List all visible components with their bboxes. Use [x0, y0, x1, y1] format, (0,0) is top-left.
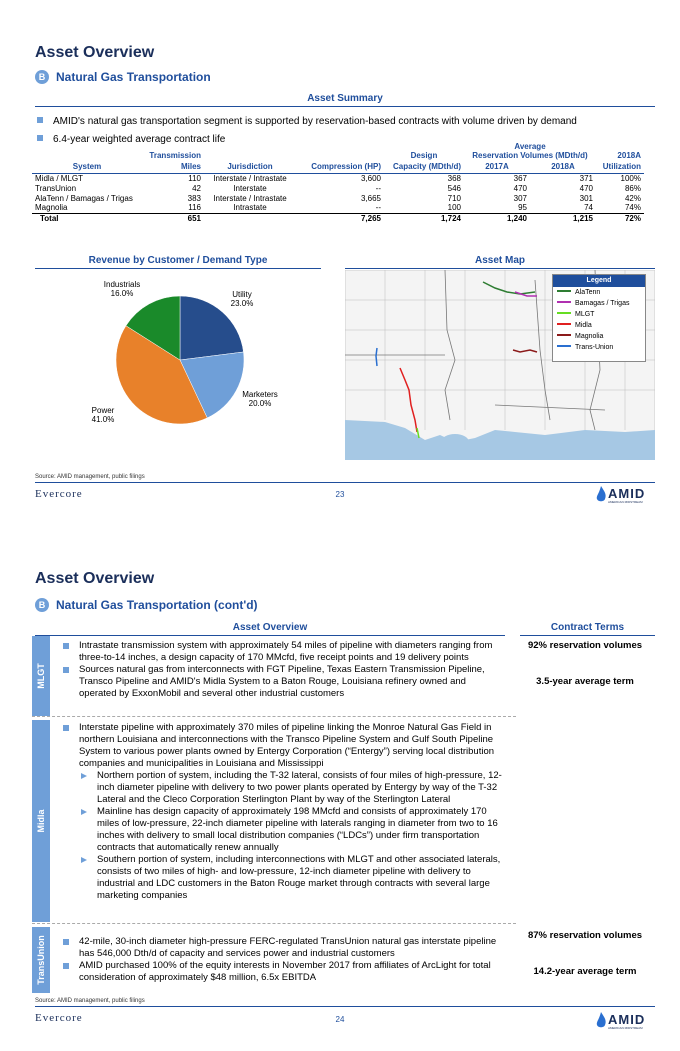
legend-item: MLGT: [553, 309, 645, 320]
tab-midla: Midla: [32, 720, 50, 922]
source-note: Source: AMID management, public filings: [35, 474, 145, 480]
legend-item: AlaTenn: [553, 287, 645, 298]
legend-swatch: [557, 301, 571, 303]
contract-terms-header: Contract Terms: [520, 622, 655, 636]
footer-rule: [35, 482, 655, 483]
transunion-contract-term: 14.2-year average term: [533, 966, 637, 977]
footer-rule: [35, 1006, 655, 1007]
mlgt-contract-term: 3.5-year average term: [536, 676, 634, 687]
asset-summary-table: [32, 141, 644, 223]
legend-swatch: [557, 323, 571, 325]
page-title: Asset Overview: [35, 44, 155, 61]
pie-label-power: Power 41.0%: [91, 406, 115, 424]
midla-overview: [59, 722, 504, 902]
section-badge: B: [35, 598, 49, 612]
transunion-contract-reservation: 87% reservation volumes: [527, 930, 643, 941]
asset-overview-header: Asset Overview: [35, 622, 505, 636]
transunion-pipeline: [376, 348, 377, 366]
table-total-row: Total 651 7,265 1,724 1,240 1,215 72%: [32, 213, 644, 223]
revenue-chart-header: Revenue by Customer / Demand Type: [35, 255, 321, 269]
list-item: Sources natural gas from interconnects with FGT Pipeline, Texas Eastern Transmission Pipeline, Transco Pipeline and AMID's Midla System to a Baton Rouge, Louisiana refinery owned and operated by ExxonMobil and several other industrial customers: [59, 664, 504, 700]
map-legend: [552, 274, 646, 362]
table-column-header: System Miles Jurisdiction Compression (HP) Capacity (MDth/d) 2017A 2018A Utilization: [32, 161, 644, 173]
legend-item: Midla: [553, 320, 645, 331]
magnolia-pipeline: [513, 350, 537, 352]
summary-bullet: AMID's natural gas transportation segment is supported by reservation-based contracts with volume driven by demand: [37, 116, 577, 127]
list-item: AMID purchased 100% of the equity interests in November 2017 from affiliates of ArcLight for total consideration of approximately $48 million, 6.5x EBITDA: [59, 960, 504, 984]
bullet-square-icon: [37, 117, 43, 123]
pie-label-industrials: Industrials 16.0%: [103, 280, 141, 298]
transunion-overview: [59, 936, 504, 984]
source-note: Source: AMID management, public filings: [35, 998, 145, 1004]
asset-map-header: Asset Map: [345, 255, 655, 269]
flame-icon: [594, 1012, 608, 1030]
bullet-square-icon: [37, 135, 43, 141]
list-item: Southern portion of system, including interconnections with MLGT and other associated laterals, consists of two miles of high- and low-pressure, 12-inch diameter pipeline with delivery to industrial and LDC customers in the Baton Rouge market through contracts with several large marketing companies: [59, 854, 504, 902]
legend-swatch: [557, 334, 571, 336]
section-subtitle: Natural Gas Transportation: [56, 70, 211, 84]
table-group-header: Transmission Design Average Reservation Volumes (MDth/d) 2018A: [149, 141, 641, 160]
table-row: Midla / MLGT 110 Interstate / Intrastate 3,600 368 367 371 100%: [35, 173, 641, 183]
list-item: Intrastate transmission system with approximately 54 miles of pipeline with diameters ranging from three-to-14 inches, a design capacity of 170 MMcfd, five receipt points and 19 delivery points: [59, 640, 504, 664]
mlgt-contract-reservation: 92% reservation volumes: [527, 640, 643, 651]
legend-swatch: [557, 312, 571, 314]
asset-summary-header: Asset Summary: [35, 93, 655, 107]
amid-logo: AMID AMERICAN MIDSTREAM: [594, 484, 654, 506]
page-number: 23: [335, 490, 345, 499]
section-badge: B: [35, 70, 49, 84]
list-item: Northern portion of system, including the T-32 lateral, consists of four miles of high-pressure, 12-inch diameter pipeline with delivery to two power plants operated by Entergy by way of the T-32 Lateral and the Cleco Corporation Sterlington Plant by way of the Sterlington Lateral: [59, 770, 504, 806]
pie-label-utility: Utility 23.0%: [230, 290, 254, 308]
lake: [441, 434, 469, 450]
table-row: Magnolia 116 Intrastate -- 100 95 74 74%: [35, 203, 641, 213]
legend-swatch: [557, 290, 571, 292]
legend-item: Magnolia: [553, 331, 645, 342]
evercore-logo: Evercore: [35, 488, 83, 500]
amid-logo: AMID AMERICAN MIDSTREAM: [594, 1010, 654, 1032]
legend-item: Trans-Union: [553, 342, 645, 353]
tab-mlgt: MLGT: [32, 636, 50, 716]
legend-swatch: [557, 345, 571, 347]
tab-transunion: TransUnion: [32, 927, 50, 993]
list-item: Mainline has design capacity of approximately 198 MMcfd and consists of approximately 170 miles of low-pressure, 22-inch diameter pipeline with laterals ranging in diameter from two to 16 inches with delivery to small local distribution companies (“LDCs”) under firm transportation contracts that automatically renew annually: [59, 806, 504, 854]
legend-item: Bamagas / Trigas: [553, 298, 645, 309]
summary-bullet: 6.4-year weighted average contract life: [37, 134, 225, 145]
mlgt-overview: [59, 640, 504, 700]
section-divider: [32, 923, 516, 924]
evercore-logo: Evercore: [35, 1012, 83, 1024]
list-item: 42-mile, 30-inch diameter high-pressure FERC-regulated TransUnion natural gas interstate pipeline has 546,000 Dth/d of capacity and services power and industrial customers: [59, 936, 504, 960]
pie-label-marketers: Marketers 20.0%: [242, 390, 278, 408]
legend-title: Legend: [553, 275, 645, 287]
page-title: Asset Overview: [35, 570, 155, 587]
section-subtitle: Natural Gas Transportation (cont'd): [56, 598, 258, 612]
slide-24: [0, 560, 680, 1051]
page-number: 24: [335, 1015, 345, 1024]
flame-icon: [594, 486, 608, 504]
table-row: AlaTenn / Bamagas / Trigas 383 Interstate / Intrastate 3,665 710 307 301 42%: [35, 193, 641, 203]
table-row: TransUnion 42 Interstate -- 546 470 470 86%: [35, 183, 641, 193]
slide-23: [0, 0, 680, 520]
section-divider: [32, 716, 516, 717]
list-item: Interstate pipeline with approximately 370 miles of pipeline linking the Monroe Natural Gas Field in northern Louisiana and interconnections with the Transco Pipeline System and Gulf South Pipeline System to various power plants owned by Entergy Corporation (“Entergy”) serving local distribution companies and municipalities in Louisiana and Mississippi: [59, 722, 504, 770]
